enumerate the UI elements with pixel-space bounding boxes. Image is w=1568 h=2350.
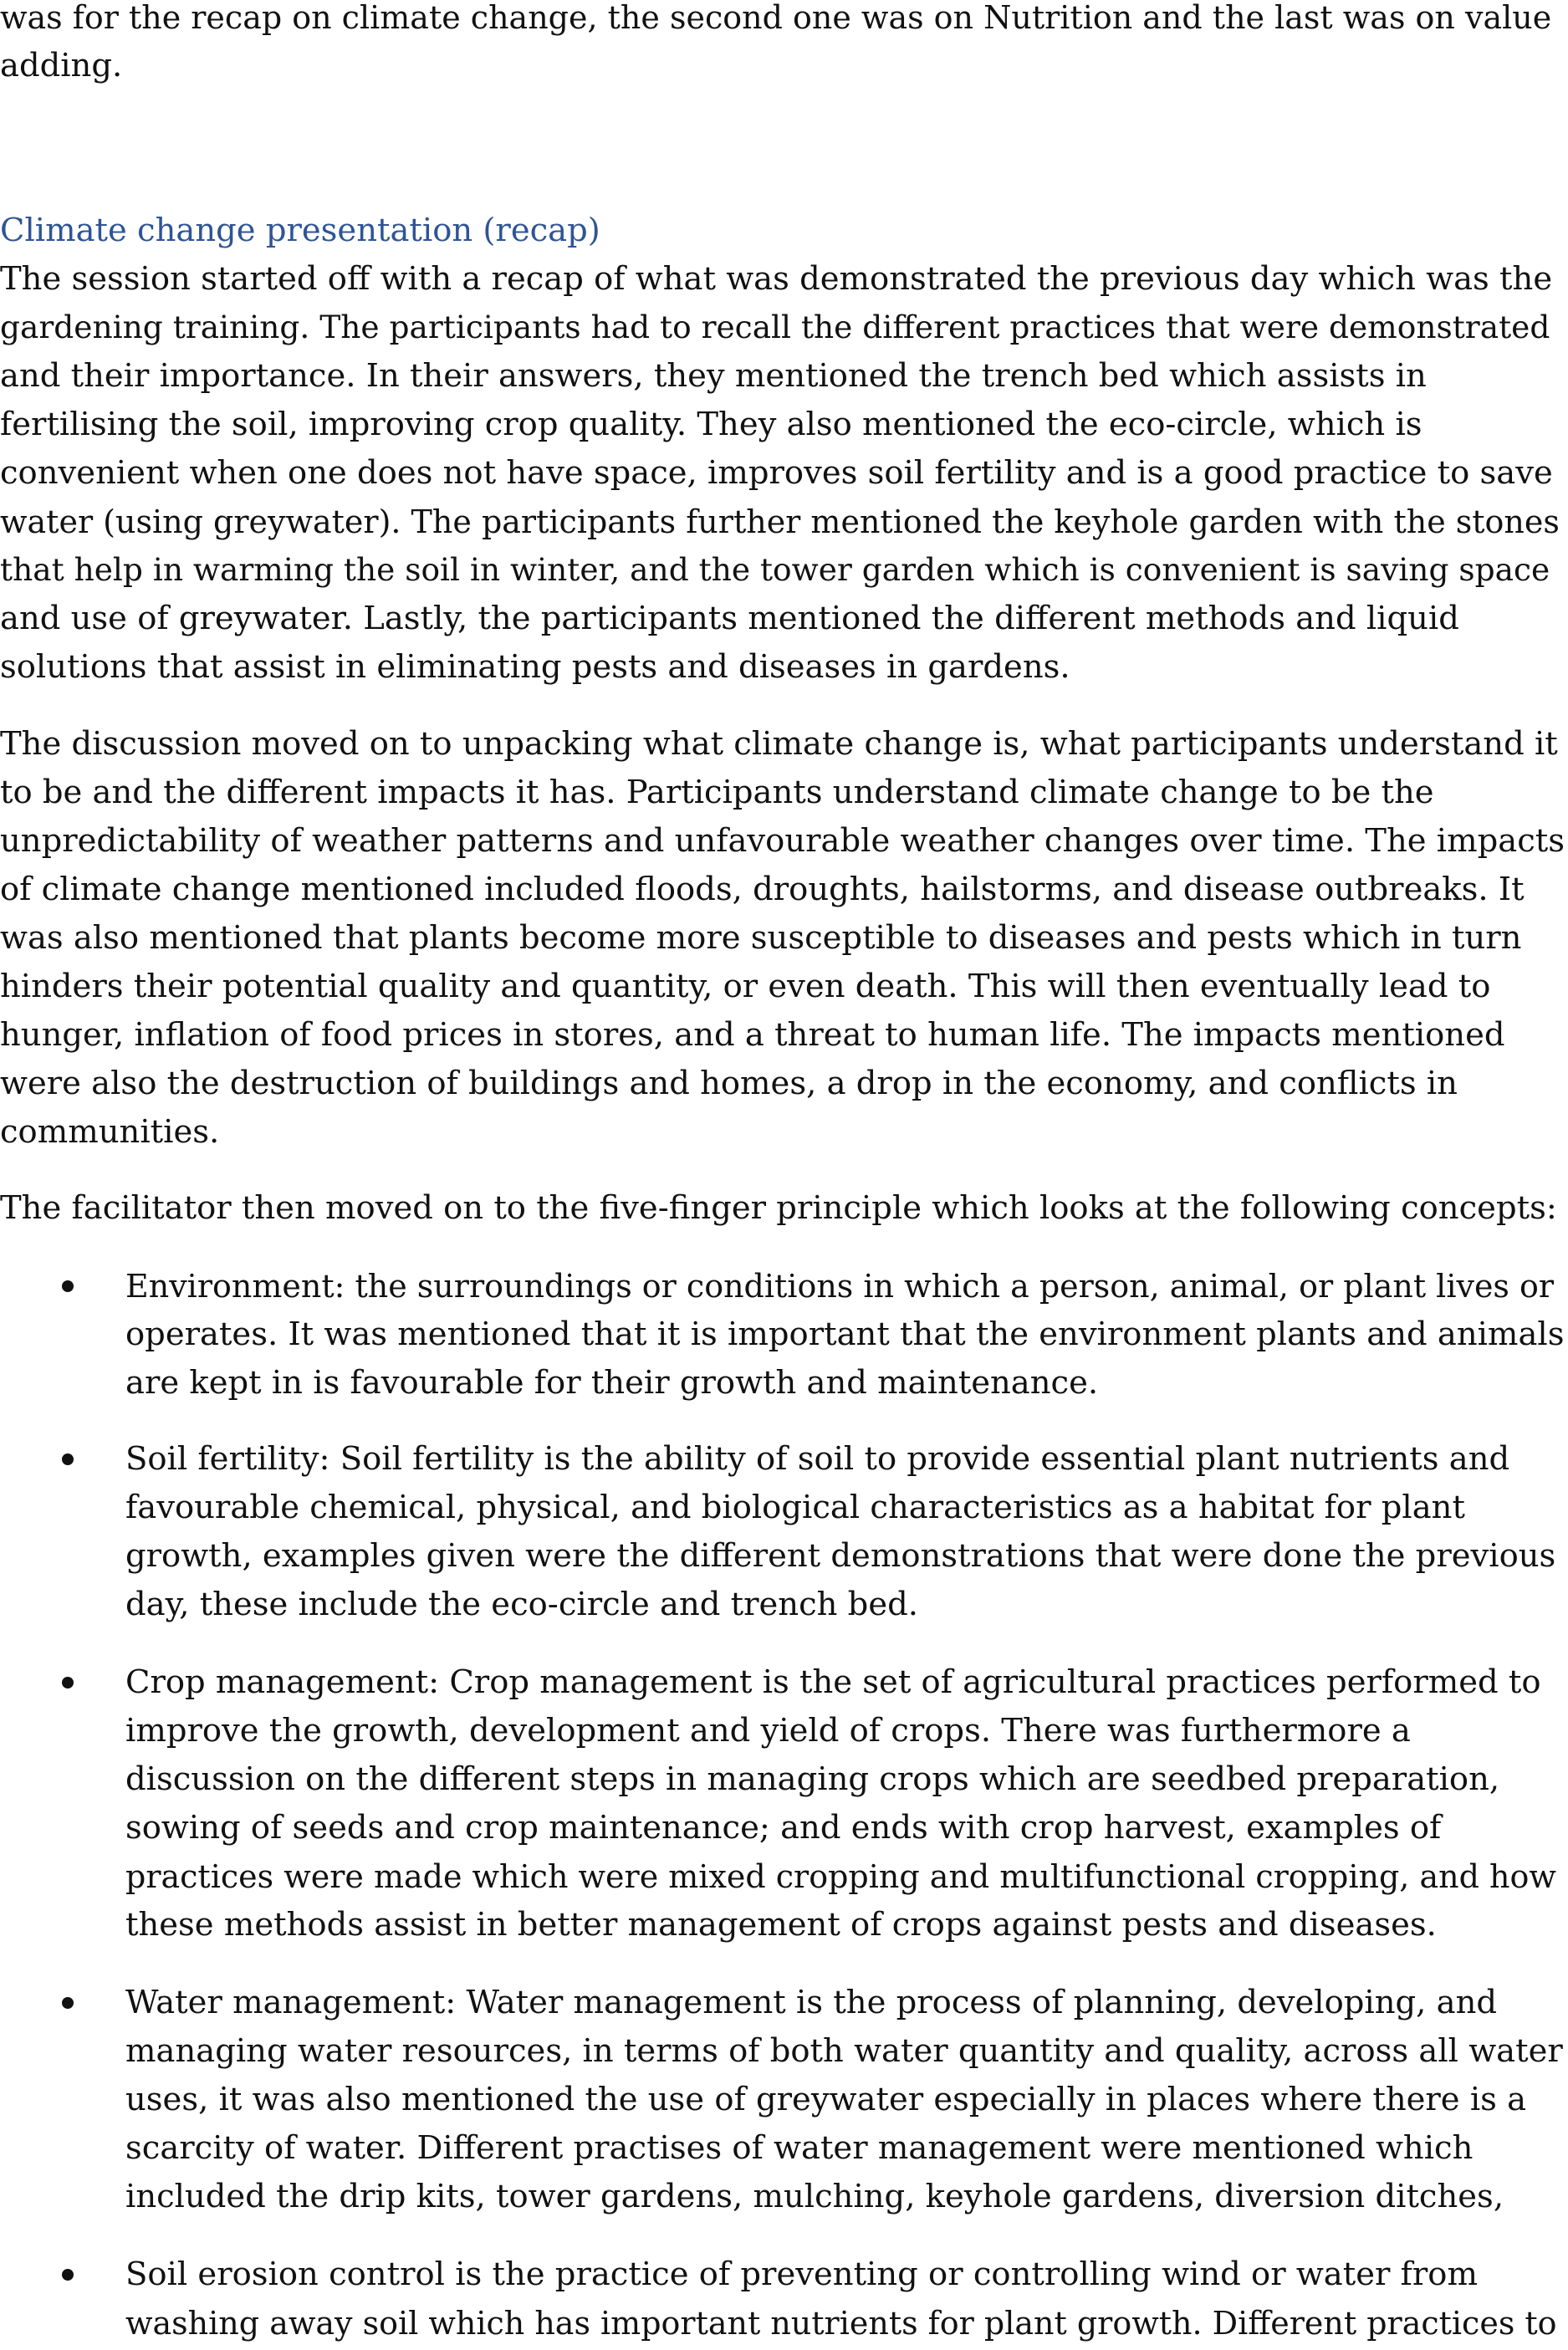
bullet-dot-icon <box>62 1453 74 1465</box>
bullet-environment-line: Environment: the surroundings or conditions in which a person, animal, or plant lives or <box>125 1268 1555 1305</box>
bullet-crop-management-line: discussion on the different steps in managing crops which are seedbed preparation, <box>125 1760 1500 1798</box>
paragraph-2-line: to be and the different impacts it has. Participants understand climate change to be the <box>0 774 1434 811</box>
bullet-soil-fertility-line: day, these include the eco-circle and trench bed. <box>125 1586 918 1623</box>
paragraph-2-line: unpredictability of weather patterns and unfavourable weather changes over time. The impacts <box>0 822 1565 860</box>
paragraph-2-line: hinders their potential quality and quantity, or even death. This will then eventually lead to <box>0 968 1491 1005</box>
intro-line: adding. <box>0 47 123 84</box>
bullet-crop-management-line: these methods assist in better management of crops against pests and diseases. <box>125 1906 1437 1944</box>
intro-line: was for the recap on climate change, the second one was on Nutrition and the last was on value <box>0 0 1552 36</box>
bullet-water-management-line: scarcity of water. Different practises of water management were mentioned which <box>125 2129 1474 2167</box>
paragraph-2-line: hunger, inflation of food prices in stores, and a threat to human life. The impacts mentioned <box>0 1016 1505 1054</box>
bullet-soil-fertility-line: growth, examples given were the different demonstrations that were done the previous <box>125 1537 1556 1575</box>
bullet-dot-icon <box>62 1677 74 1688</box>
paragraph-1-line: solutions that assist in eliminating pests and diseases in gardens. <box>0 648 1070 686</box>
paragraph-1-line: The session started off with a recap of what was demonstrated the previous day which was the <box>0 260 1553 298</box>
paragraph-2-line: communities. <box>0 1113 220 1151</box>
bullet-soil-fertility-line: favourable chemical, physical, and biological characteristics as a habitat for plant <box>125 1489 1465 1526</box>
paragraph-1-line: gardening training. The participants had to recall the different practices that were demonstrated <box>0 309 1550 345</box>
paragraph-1-line: and their importance. In their answers, they mentioned the trench bed which assists in <box>0 357 1427 395</box>
paragraph-2-line: of climate change mentioned included floods, droughts, hailstorms, and disease outbreaks. It <box>0 871 1525 908</box>
bullet-environment-line: operates. It was mentioned that it is important that the environment plants and animals <box>125 1315 1565 1353</box>
paragraph-2-line: was also mentioned that plants become more susceptible to diseases and pests which in turn <box>0 919 1522 957</box>
bullet-dot-icon <box>62 2269 74 2281</box>
bullet-crop-management-line: sowing of seeds and crop maintenance; and ends with crop harvest, examples of <box>125 1809 1442 1847</box>
bullet-soil-erosion-line: washing away soil which has important nutrients for plant growth. Different practices to <box>125 2305 1557 2342</box>
bullet-water-management-line: managing water resources, in terms of both water quantity and quality, across all water <box>125 2032 1563 2070</box>
bullet-soil-erosion-line: Soil erosion control is the practice of preventing or controlling wind or water from <box>125 2255 1478 2293</box>
paragraph-1-line: water (using greywater). The participants further mentioned the keyhole garden with the stones <box>0 503 1560 540</box>
paragraph-1-line: fertilising the soil, improving crop quality. They also mentioned the eco-circle, which is <box>0 406 1422 443</box>
bullet-crop-management-line: practices were made which were mixed cropping and multifunctional cropping, and how <box>125 1858 1556 1895</box>
bullet-soil-fertility-line: Soil fertility: Soil fertility is the ability of soil to provide essential plant nutrients and <box>125 1440 1510 1478</box>
paragraph-1-line: that help in warming the soil in winter, and the tower garden which is convenient is saving space <box>0 551 1550 588</box>
bullet-water-management-line: Water management: Water management is the process of planning, developing, and <box>125 1984 1498 2021</box>
bullet-dot-icon <box>62 1997 74 2009</box>
section-heading: Climate change presentation (recap) <box>0 212 600 249</box>
bullet-environment-line: are kept in is favourable for their growth and maintenance. <box>125 1364 1099 1402</box>
paragraph-2-line: The discussion moved on to unpacking what climate change is, what participants understand it <box>0 725 1558 763</box>
paragraph-3-line: The facilitator then moved on to the five-finger principle which looks at the following concepts: <box>0 1189 1557 1227</box>
paragraph-2-line: were also the destruction of buildings and homes, a drop in the economy, and conflicts in <box>0 1065 1458 1102</box>
bullet-water-management-line: uses, it was also mentioned the use of greywater especially in places where there is a <box>125 2081 1527 2118</box>
bullet-dot-icon <box>62 1280 74 1292</box>
bullet-crop-management-line: Crop management: Crop management is the set of agricultural practices performed to <box>125 1663 1541 1701</box>
bullet-crop-management-line: improve the growth, development and yield of crops. There was furthermore a <box>125 1712 1411 1750</box>
paragraph-1-line: convenient when one does not have space, improves soil fertility and is a good practice to save <box>0 454 1553 492</box>
bullet-water-management-line: included the drip kits, tower gardens, mulching, keyhole gardens, diversion ditches, <box>125 2178 1504 2215</box>
paragraph-1-line: and use of greywater. Lastly, the participants mentioned the different methods and liquid <box>0 600 1459 637</box>
